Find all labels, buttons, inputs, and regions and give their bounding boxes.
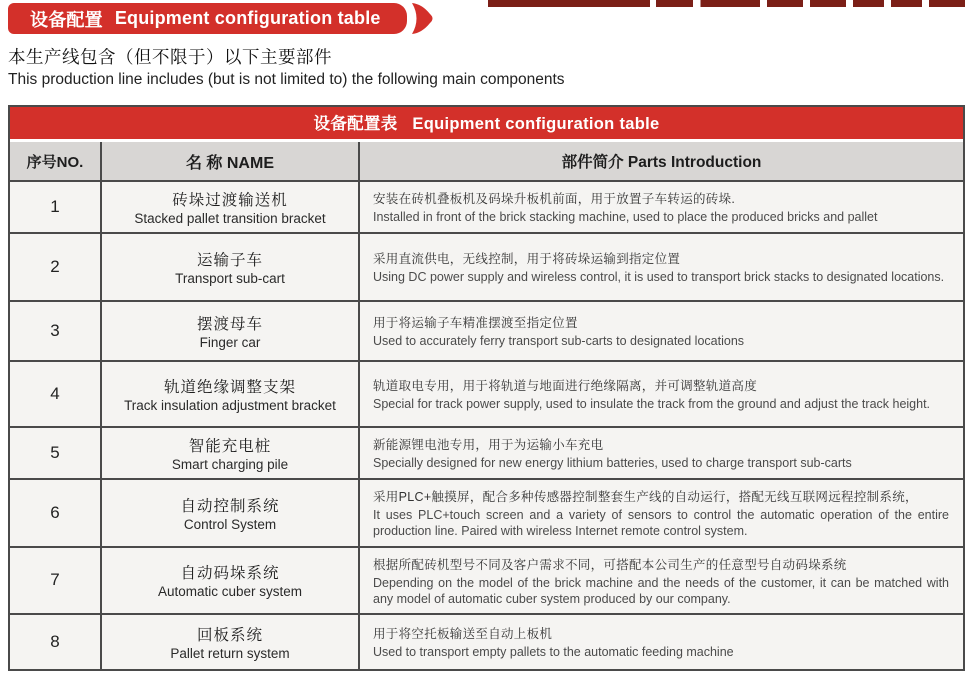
row-desc-zh: 采用直流供电，无线控制，用于将砖垛运输到指定位置: [373, 252, 681, 267]
row-number-cell: 8: [10, 615, 102, 669]
row-name-en: Automatic cuber system: [157, 584, 303, 600]
column-header-name: 名 称 NAME: [102, 142, 360, 180]
table-row: [10, 548, 963, 616]
row-desc-zh: 用于将运输子车精准摆渡至指定位置: [373, 316, 578, 331]
row-number-cell: 5: [10, 428, 102, 478]
row-name-en: Control System: [183, 516, 277, 532]
row-introduction-cell: [360, 234, 963, 300]
row-desc-zh: 轨道取电专用，用于将轨道与地面进行绝缘隔离，并可调整轨道高度: [373, 379, 758, 394]
intro-text: [8, 44, 565, 89]
row-desc-zh: 根据所配砖机型号不同及客户需求不同，可搭配本公司生产的任意型号自动码垛系统: [373, 557, 847, 572]
row-desc-en: Depending on the model of the brick machine and the needs of the customer, it can be matched with any model of automatic cuber system produced by our company.: [373, 575, 949, 606]
row-introduction-cell: [360, 362, 963, 426]
row-name-zh: 智能充电桩: [188, 438, 272, 455]
section-badge: [8, 3, 435, 34]
row-name-zh: 自动码垛系统: [180, 565, 280, 583]
row-name-en: Track insulation adjustment bracket: [124, 398, 336, 413]
row-name-zh: 自动控制系统: [180, 497, 280, 515]
row-desc-en: Installed in front of the brick stacking machine, used to place the produced bricks and pallet: [373, 210, 878, 225]
table-row: [10, 302, 963, 362]
equipment-table: [8, 105, 965, 671]
table-title: [10, 107, 963, 142]
table-row: [10, 480, 963, 548]
row-desc-zh: 用于将空托板输送至自动上板机: [373, 627, 553, 642]
table-row: [10, 182, 963, 234]
row-introduction-cell: [360, 428, 963, 478]
row-number-cell: 1: [10, 182, 102, 232]
table-row: [10, 234, 963, 302]
row-desc-en: Special for track power supply, used to insulate the track from the ground and adjust the track height.: [373, 397, 931, 412]
row-introduction-cell: [360, 182, 963, 232]
row-desc-en: Using DC power supply and wireless control, it is used to transport brick stacks to designated locations.: [373, 270, 945, 285]
table-row: [10, 615, 963, 669]
row-name-en: Stacked pallet transition bracket: [134, 211, 326, 226]
row-introduction-cell: [360, 548, 963, 614]
row-name-zh: 摆渡母车: [196, 316, 263, 333]
row-name-cell: [102, 362, 360, 426]
row-name-en: Pallet return system: [170, 646, 290, 661]
row-name-zh: 回板系统: [196, 627, 263, 644]
row-name-zh: 轨道绝缘调整支架: [163, 379, 296, 396]
column-header-parts-introduction: 部件简介 Parts Introduction: [561, 154, 762, 171]
equipment-table-body: [10, 182, 963, 669]
section-badge-label: [8, 3, 407, 34]
row-name-cell: [102, 480, 360, 546]
row-name-cell: [102, 548, 360, 614]
row-name-en: Transport sub-cart: [175, 271, 285, 286]
row-number-cell: 4: [10, 362, 102, 426]
row-name-cell: [102, 428, 360, 478]
row-name-cell: [102, 302, 360, 360]
row-name-cell: [102, 182, 360, 232]
badge-arrow-icon: [409, 3, 435, 34]
table-row: [10, 362, 963, 428]
row-introduction-cell: [360, 615, 963, 669]
table-title-zh: 设备配置表: [313, 115, 398, 133]
row-name-en: Smart charging pile: [171, 457, 289, 472]
row-desc-zh: 安装在砖机叠板机及码垛升板机前面，用于放置子车转运的砖垛.: [373, 192, 736, 207]
row-name-cell: [102, 615, 360, 669]
row-desc-en: It uses PLC+touch screen and a variety of sensors to control the automatic operation of the entire production line. Paired with wireless Internet remote control system.: [373, 508, 949, 539]
row-number-cell: 6: [10, 480, 102, 546]
table-header-row: [10, 142, 963, 182]
row-desc-en: Used to transport empty pallets to the automatic feeding machine: [373, 645, 734, 660]
intro-text-en: This production line includes (but is not limited to) the following main components: [8, 71, 565, 88]
section-badge-en: Equipment configuration table: [114, 8, 381, 28]
intro-text-zh: 本生产线包含（但不限于）以下主要部件: [8, 47, 332, 67]
row-name-zh: 运输子车: [196, 252, 263, 269]
column-header-no: 序号NO.: [10, 142, 102, 180]
row-name-cell: [102, 234, 360, 300]
row-number-cell: 2: [10, 234, 102, 300]
row-name-en: Finger car: [199, 335, 261, 350]
row-name-zh: 砖垛过渡输送机: [172, 192, 288, 209]
row-number-cell: 7: [10, 548, 102, 614]
row-introduction-cell: [360, 302, 963, 360]
row-introduction-cell: [360, 480, 963, 546]
row-desc-en: Specially designed for new energy lithium batteries, used to charge transport sub-carts: [373, 456, 852, 471]
row-desc-zh: 新能源锂电池专用，用于为运输小车充电: [373, 438, 604, 453]
table-title-en: Equipment configuration table: [412, 115, 660, 133]
table-row: [10, 428, 963, 480]
section-badge-zh: 设备配置: [30, 9, 103, 30]
row-number-cell: 3: [10, 302, 102, 360]
cropped-header-strip: [488, 0, 965, 7]
row-desc-zh: 采用PLC+触摸屏，配合多种传感器控制整套生产线的自动运行，搭配无线互联网远程控制系统，: [373, 490, 918, 504]
row-desc-en: Used to accurately ferry transport sub-carts to designated locations: [373, 334, 745, 349]
